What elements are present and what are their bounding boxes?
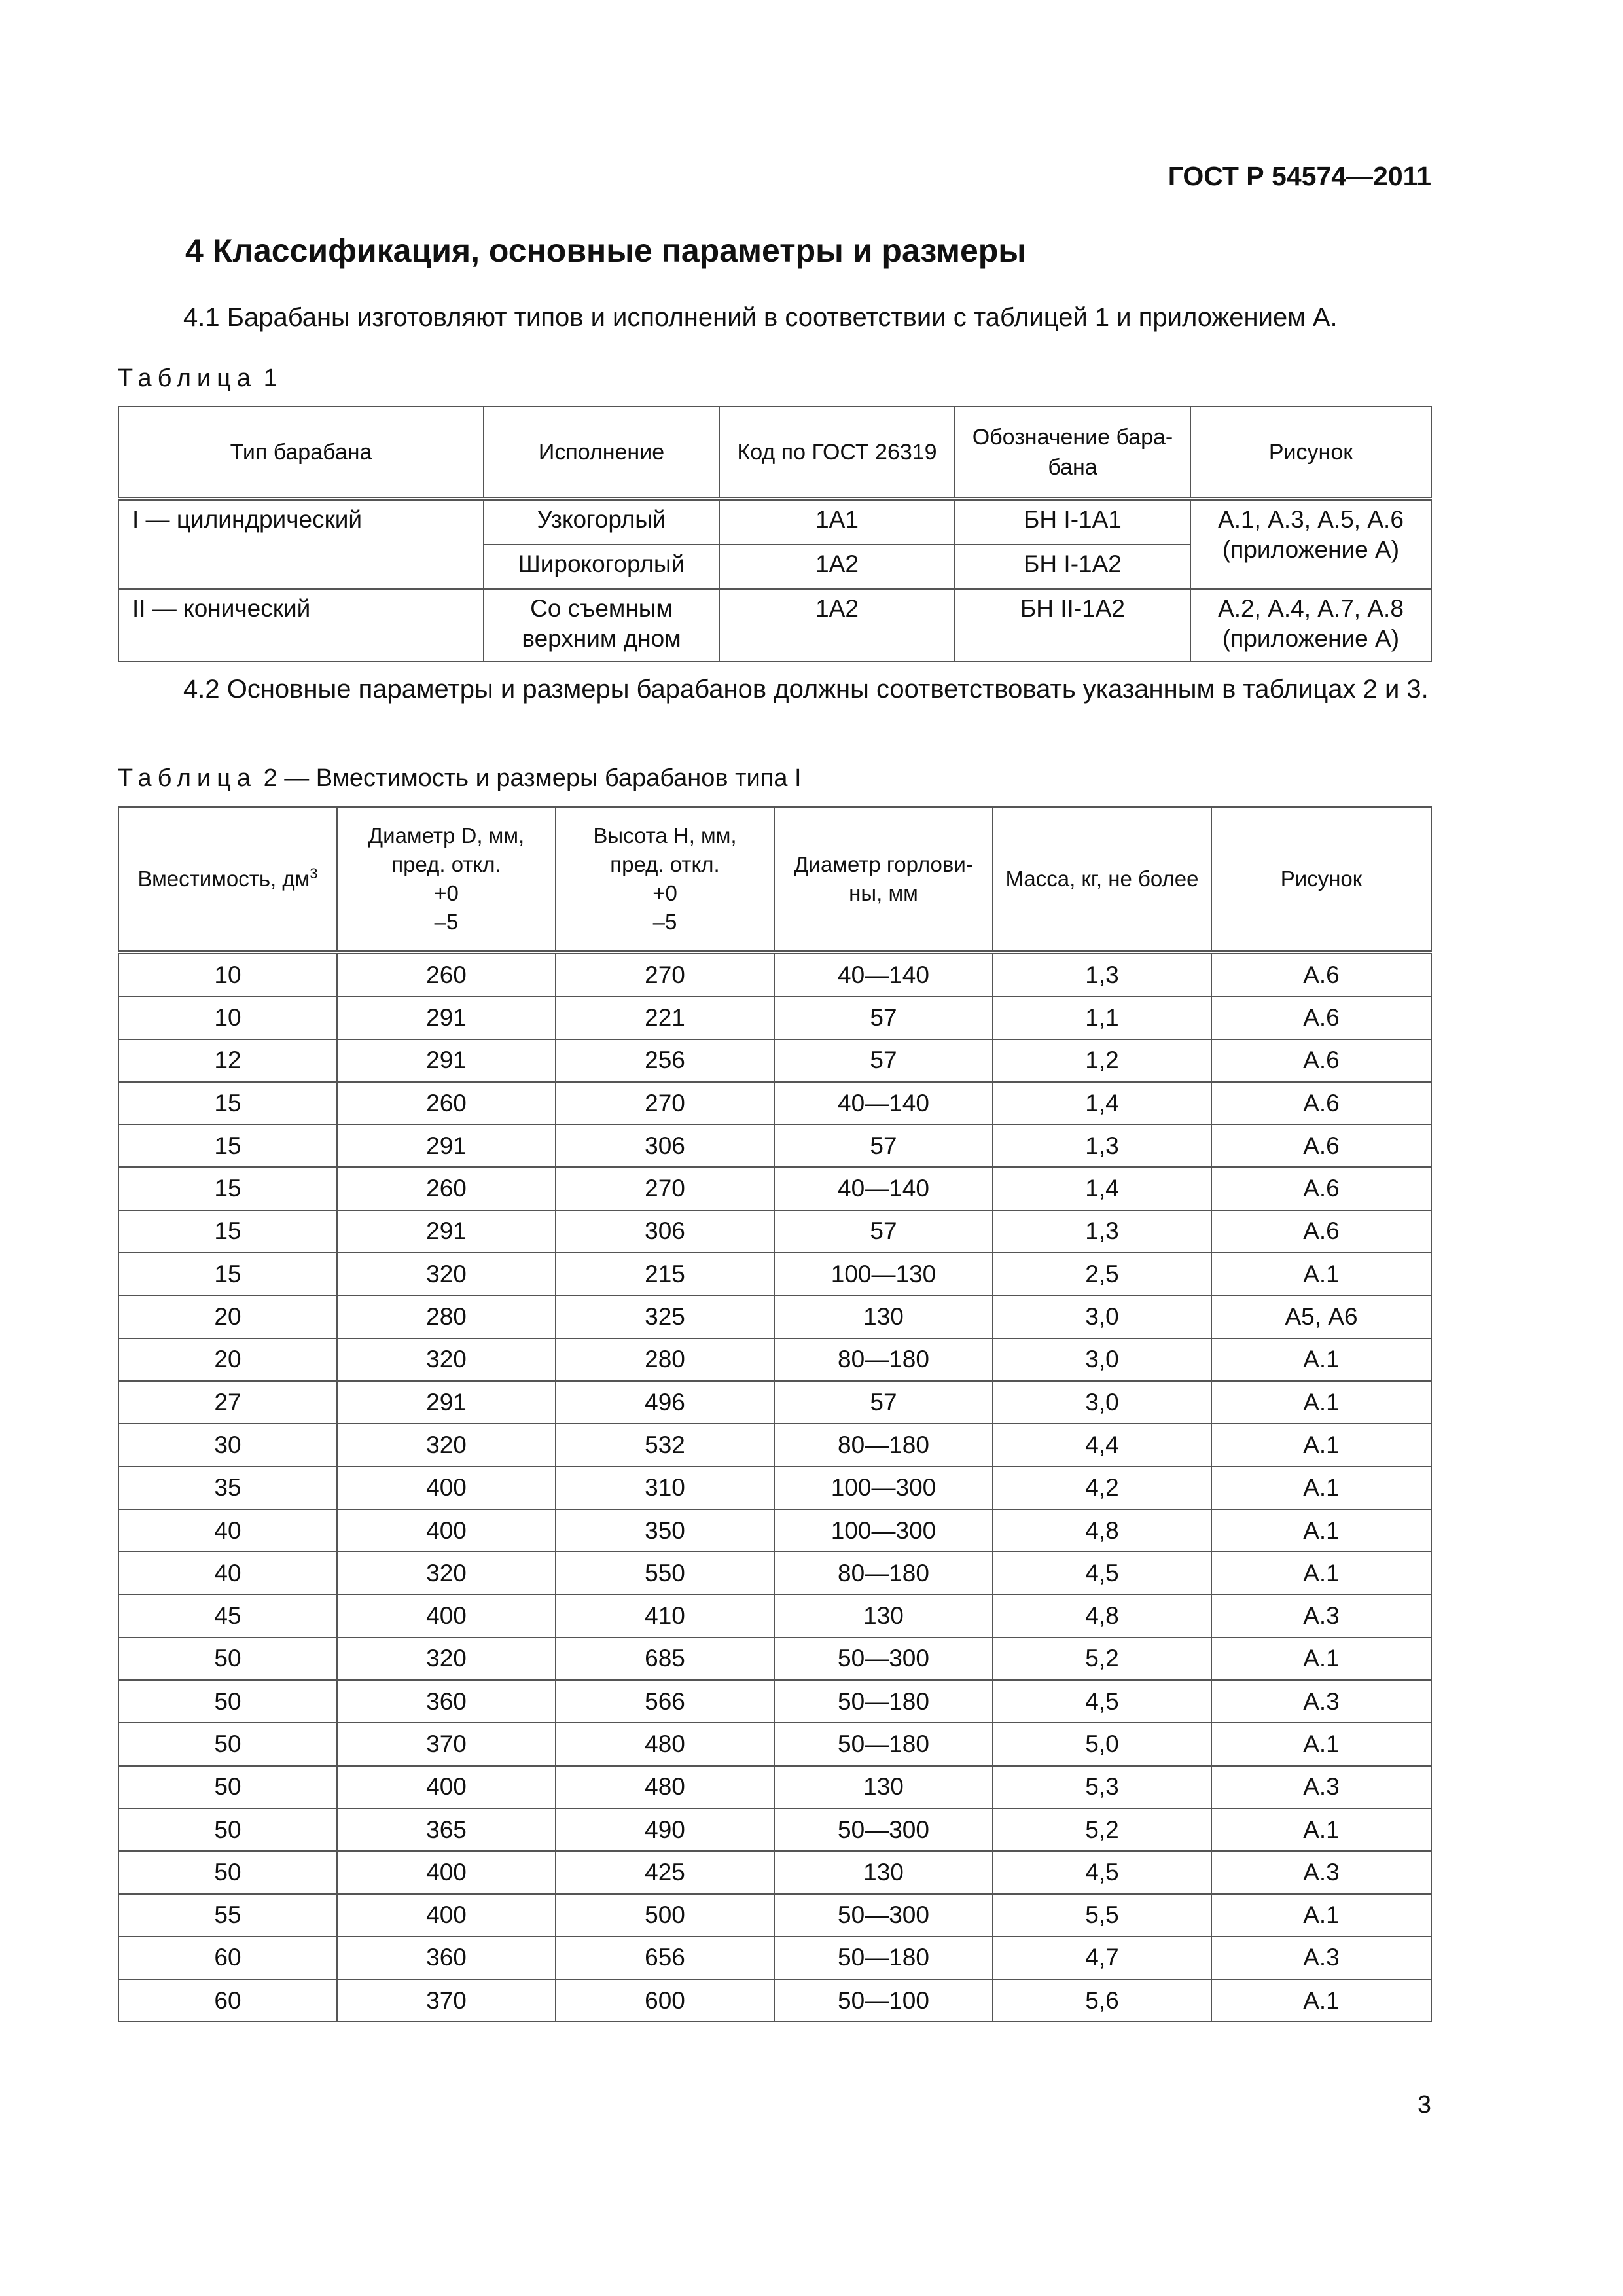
table2-diameter-cell: 370 [337,1723,556,1765]
paragraph-4-1: 4.1 Барабаны изготовляют типов и исполнений в соответствии с таблицей 1 и приложением А. [183,303,1338,332]
table-row [118,1167,1431,1210]
table2-diameter-cell: 365 [337,1808,556,1851]
table2-neck-cell: 100—300 [774,1467,993,1509]
table2-diameter-cell: 400 [337,1851,556,1893]
table2-diameter-cell: 280 [337,1295,556,1338]
table2-header-capacity-sup: 3 [310,865,318,882]
table2-capacity-cell: 45 [118,1594,337,1637]
table2-diameter-cell: 400 [337,1509,556,1552]
table2-header-height-line: пред. откл. [610,852,720,876]
table-row [118,1979,1431,2022]
table-row [118,1338,1431,1381]
table2-caption [118,764,802,793]
table2-capacity-cell: 60 [118,1979,337,2022]
table2-header-row [118,807,1431,952]
table2-diameter-cell: 360 [337,1937,556,1979]
table2-neck-cell: 40—140 [774,1167,993,1210]
table-row [118,1552,1431,1594]
table2-height-cell: 350 [556,1509,774,1552]
table2-figure-cell: А.6 [1211,1210,1431,1253]
table2-mass-cell: 1,1 [993,996,1211,1039]
table2-capacity-cell: 15 [118,1167,337,1210]
table2-mass-cell: 1,4 [993,1167,1211,1210]
table1-designation-cell: БН I-1А2 [955,545,1190,589]
table2-figure-cell: А.1 [1211,1723,1431,1765]
table2-capacity-cell: 50 [118,1723,337,1765]
table2-figure-cell: А.3 [1211,1594,1431,1637]
table2-figure-cell: А.6 [1211,1082,1431,1124]
document-code: ГОСТ Р 54574—2011 [1168,161,1431,191]
table2-neck-cell: 130 [774,1766,993,1808]
table2-neck-cell: 50—100 [774,1979,993,2022]
table2-height-cell: 656 [556,1937,774,1979]
table2-height-cell: 490 [556,1808,774,1851]
table2-diameter-cell: 320 [337,1253,556,1295]
table2-diameter-cell: 320 [337,1424,556,1466]
table2-caption-text: 2 — Вместимость и размеры барабанов типа I [263,764,802,792]
table-row [118,1124,1431,1167]
table2-figure-cell: А.3 [1211,1680,1431,1723]
table2-mass-cell: 2,5 [993,1253,1211,1295]
table-row [118,1937,1431,1979]
table2-header-height-line: –5 [652,910,677,934]
table2-figure-cell: А.6 [1211,1167,1431,1210]
table2-diameter-cell: 260 [337,1167,556,1210]
table2-diameter-cell: 400 [337,1594,556,1637]
table2-mass-cell: 1,4 [993,1082,1211,1124]
table1-code-cell: 1А2 [719,545,955,589]
table1-header-designation: Обозначение бара-бана [955,406,1190,499]
table-row [118,996,1431,1039]
table2-height-cell: 550 [556,1552,774,1594]
table2-figure-cell: А.1 [1211,1552,1431,1594]
table2-mass-cell: 3,0 [993,1295,1211,1338]
table2-height-cell: 566 [556,1680,774,1723]
table2-capacity-cell: 12 [118,1039,337,1082]
table2-capacity-cell: 15 [118,1210,337,1253]
table2-header-capacity [118,807,337,952]
table2-height-cell: 306 [556,1124,774,1167]
table2-header-capacity-text: Вместимость, дм [137,867,310,891]
table2-figure-cell: А.1 [1211,1979,1431,2022]
table1-figure-cell: А.1, А.3, А.5, А.6 (приложение А) [1190,499,1431,589]
table2-neck-cell: 130 [774,1594,993,1637]
table2-figure-cell: А.1 [1211,1808,1431,1851]
table-row [118,1766,1431,1808]
table2-diameter-cell: 260 [337,952,556,996]
table2-mass-cell: 4,4 [993,1424,1211,1466]
table-row [118,1680,1431,1723]
table2-figure-cell: А.3 [1211,1766,1431,1808]
table-row [118,1723,1431,1765]
table2-header-neck: Диаметр горлови-ны, мм [774,807,993,952]
table2-capacity-cell: 35 [118,1467,337,1509]
table2-figure-cell: А.1 [1211,1638,1431,1680]
table2-diameter-cell: 291 [337,1039,556,1082]
table2-capacity-cell: 50 [118,1808,337,1851]
table2-mass-cell: 5,0 [993,1723,1211,1765]
table2-capacity-cell: 50 [118,1638,337,1680]
table1-designation-cell: БН I-1А1 [955,499,1190,545]
table2-neck-cell: 130 [774,1295,993,1338]
table2-diameter-cell: 400 [337,1894,556,1937]
table2-capacity-cell: 50 [118,1851,337,1893]
table-row [118,1210,1431,1253]
table1-caption [118,365,277,393]
table2-figure-cell: А.1 [1211,1894,1431,1937]
table-row [118,589,1431,662]
table2-capacity-cell: 15 [118,1253,337,1295]
table2-mass-cell: 5,5 [993,1894,1211,1937]
table2-diameter-cell: 291 [337,1210,556,1253]
table1 [118,406,1432,662]
table2-height-cell: 425 [556,1851,774,1893]
table2-header-diameter-line: –5 [434,910,459,934]
table2-neck-cell: 50—300 [774,1894,993,1937]
table2-diameter-cell: 320 [337,1638,556,1680]
table2-capacity-cell: 50 [118,1680,337,1723]
table-row [118,1082,1431,1124]
table2-figure-cell: А.1 [1211,1509,1431,1552]
table2-header-height-line: +0 [652,881,677,905]
table2-diameter-cell: 370 [337,1979,556,2022]
table1-code-cell: 1А1 [719,499,955,545]
table2-header-diameter-line: +0 [434,881,459,905]
table2-height-cell: 280 [556,1338,774,1381]
table2-diameter-cell: 320 [337,1338,556,1381]
table2-header-height-line: Высота H, мм, [593,823,737,848]
table2-neck-cell: 80—180 [774,1424,993,1466]
table2-mass-cell: 1,3 [993,1124,1211,1167]
table1-execution-cell: Узкогорлый [484,499,719,545]
table1-type-cell: I — цилиндрический [118,499,484,589]
table-row [118,1381,1431,1424]
table2-diameter-cell: 260 [337,1082,556,1124]
table2-capacity-cell: 15 [118,1124,337,1167]
table-row [118,1808,1431,1851]
table2-neck-cell: 50—180 [774,1723,993,1765]
table2-header-diameter-line: Диаметр D, мм, [368,823,525,848]
table1-type-cell: II — конический [118,589,484,662]
table2-mass-cell: 5,2 [993,1638,1211,1680]
table2-neck-cell: 130 [774,1851,993,1893]
table2-neck-cell: 100—300 [774,1509,993,1552]
table-row [118,1467,1431,1509]
table2-capacity-cell: 40 [118,1552,337,1594]
table2 [118,806,1432,2022]
table2-figure-cell: А.1 [1211,1338,1431,1381]
table2-diameter-cell: 400 [337,1467,556,1509]
table2-capacity-cell: 20 [118,1295,337,1338]
table2-height-cell: 221 [556,996,774,1039]
table2-figure-cell: А.1 [1211,1467,1431,1509]
table2-height-cell: 306 [556,1210,774,1253]
table2-neck-cell: 40—140 [774,1082,993,1124]
table2-height-cell: 215 [556,1253,774,1295]
table2-neck-cell: 50—180 [774,1680,993,1723]
table2-mass-cell: 5,6 [993,1979,1211,2022]
table2-header-diameter [337,807,556,952]
table2-caption-word: Таблица [118,764,257,792]
table-row [118,1638,1431,1680]
table2-figure-cell: А.6 [1211,1039,1431,1082]
table1-caption-word: Таблица [118,365,257,392]
table2-diameter-cell: 360 [337,1680,556,1723]
table1-header-code: Код по ГОСТ 26319 [719,406,955,499]
table2-figure-cell: А.3 [1211,1851,1431,1893]
table2-diameter-cell: 291 [337,996,556,1039]
table-row [118,1295,1431,1338]
table-row [118,1424,1431,1466]
table2-capacity-cell: 30 [118,1424,337,1466]
table-row [118,1594,1431,1637]
table2-diameter-cell: 291 [337,1381,556,1424]
table2-mass-cell: 5,2 [993,1808,1211,1851]
table2-mass-cell: 1,3 [993,1210,1211,1253]
table2-figure-cell: А.1 [1211,1381,1431,1424]
table2-header-mass: Масса, кг, не более [993,807,1211,952]
table2-neck-cell: 57 [774,996,993,1039]
table2-height-cell: 532 [556,1424,774,1466]
table2-neck-cell: 50—300 [774,1638,993,1680]
table2-height-cell: 270 [556,1082,774,1124]
table-row [118,1894,1431,1937]
table2-mass-cell: 4,5 [993,1680,1211,1723]
table2-neck-cell: 50—300 [774,1808,993,1851]
table2-height-cell: 256 [556,1039,774,1082]
table2-figure-cell: А.6 [1211,996,1431,1039]
table2-mass-cell: 1,3 [993,952,1211,996]
section-title: 4 Классификация, основные параметры и размеры [185,232,1027,269]
table2-capacity-cell: 10 [118,996,337,1039]
table2-figure-cell: А5, А6 [1211,1295,1431,1338]
table2-mass-cell: 3,0 [993,1338,1211,1381]
table1-header-figure: Рисунок [1190,406,1431,499]
table2-mass-cell: 4,5 [993,1851,1211,1893]
table1-header-row [118,406,1431,499]
table2-height-cell: 600 [556,1979,774,2022]
table1-figure-cell: А.2, А.4, А.7, А.8 (приложение А) [1190,589,1431,662]
table2-mass-cell: 5,3 [993,1766,1211,1808]
table2-height-cell: 310 [556,1467,774,1509]
table2-height-cell: 270 [556,952,774,996]
table-row [118,499,1431,545]
table2-neck-cell: 57 [774,1124,993,1167]
table2-capacity-cell: 60 [118,1937,337,1979]
table1-execution-cell: Широкогорлый [484,545,719,589]
table2-neck-cell: 80—180 [774,1338,993,1381]
table2-header-height [556,807,774,952]
table-row [118,952,1431,996]
table1-header-type: Тип барабана [118,406,484,499]
table2-header-figure: Рисунок [1211,807,1431,952]
table2-height-cell: 325 [556,1295,774,1338]
table2-neck-cell: 80—180 [774,1552,993,1594]
table2-neck-cell: 57 [774,1381,993,1424]
table2-capacity-cell: 55 [118,1894,337,1937]
table2-neck-cell: 57 [774,1210,993,1253]
table2-mass-cell: 4,8 [993,1594,1211,1637]
table1-code-cell: 1А2 [719,589,955,662]
table2-diameter-cell: 400 [337,1766,556,1808]
table2-capacity-cell: 50 [118,1766,337,1808]
table2-diameter-cell: 320 [337,1552,556,1594]
table2-figure-cell: А.6 [1211,952,1431,996]
table2-header-diameter-line: пред. откл. [391,852,501,876]
table2-mass-cell: 4,2 [993,1467,1211,1509]
table2-diameter-cell: 291 [337,1124,556,1167]
table2-neck-cell: 57 [774,1039,993,1082]
table-row [118,1039,1431,1082]
table2-height-cell: 685 [556,1638,774,1680]
table2-height-cell: 480 [556,1766,774,1808]
table2-mass-cell: 3,0 [993,1381,1211,1424]
table2-capacity-cell: 15 [118,1082,337,1124]
table2-figure-cell: А.1 [1211,1424,1431,1466]
table2-height-cell: 496 [556,1381,774,1424]
table2-height-cell: 410 [556,1594,774,1637]
table2-capacity-cell: 27 [118,1381,337,1424]
table2-figure-cell: А.1 [1211,1253,1431,1295]
table2-capacity-cell: 10 [118,952,337,996]
table2-capacity-cell: 40 [118,1509,337,1552]
table2-figure-cell: А.6 [1211,1124,1431,1167]
table2-neck-cell: 40—140 [774,952,993,996]
table2-mass-cell: 1,2 [993,1039,1211,1082]
table2-neck-cell: 50—180 [774,1937,993,1979]
table1-header-execution: Исполнение [484,406,719,499]
table2-body [118,952,1431,2022]
table2-height-cell: 500 [556,1894,774,1937]
table2-mass-cell: 4,7 [993,1937,1211,1979]
table-row [118,1851,1431,1893]
table2-mass-cell: 4,5 [993,1552,1211,1594]
table-row [118,1509,1431,1552]
paragraph-4-2: 4.2 Основные параметры и размеры барабанов должны соответствовать указанным в таблицах 2 и 3. [183,675,1429,704]
table2-capacity-cell: 20 [118,1338,337,1381]
table2-neck-cell: 100—130 [774,1253,993,1295]
table-row [118,1253,1431,1295]
table2-height-cell: 270 [556,1167,774,1210]
table2-figure-cell: А.3 [1211,1937,1431,1979]
table1-execution-cell: Со съемным верхним дном [484,589,719,662]
table2-height-cell: 480 [556,1723,774,1765]
table1-caption-number: 1 [263,365,277,392]
table2-mass-cell: 4,8 [993,1509,1211,1552]
page-number: 3 [1417,2091,1431,2119]
table1-designation-cell: БН II-1А2 [955,589,1190,662]
